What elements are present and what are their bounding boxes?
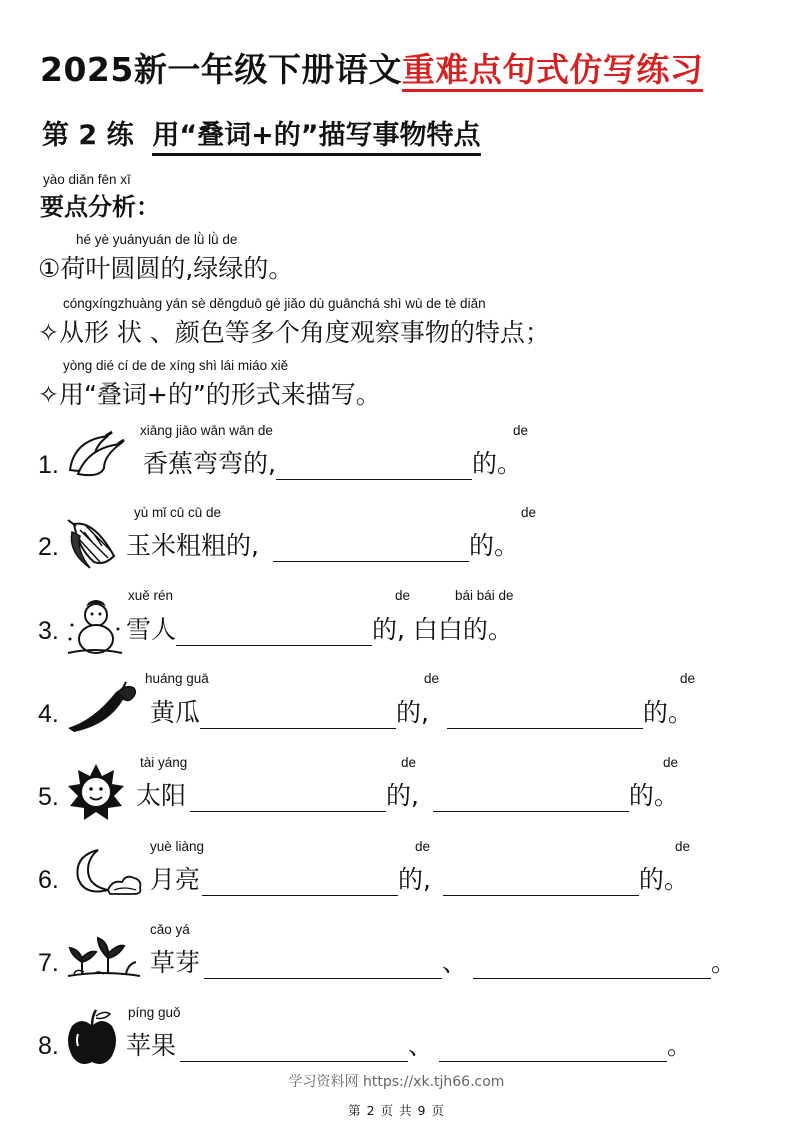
item-5-blank-1[interactable] bbox=[190, 785, 386, 812]
item-3-de-pinyin: de bbox=[395, 588, 411, 603]
item-3-pinyin: xuě rén bbox=[128, 588, 174, 603]
item-6-mid: 的, bbox=[398, 865, 431, 894]
item-5-de-pinyin2: de bbox=[663, 755, 679, 770]
item-2-number: 2. bbox=[38, 533, 59, 561]
item-7-pinyin: cǎo yá bbox=[150, 922, 190, 937]
analysis-pinyin: yào diǎn fēn xī bbox=[43, 172, 131, 187]
item-4-text: 黄瓜 bbox=[150, 698, 201, 727]
item-2-text: 玉米粗粗的, bbox=[126, 531, 259, 560]
item-8-number: 8. bbox=[38, 1032, 59, 1060]
item-3-number: 3. bbox=[38, 617, 59, 645]
item-8-blank-2[interactable] bbox=[439, 1035, 667, 1062]
item-7-blank-1[interactable] bbox=[204, 952, 442, 979]
item-6-pinyin: yuè liàng bbox=[150, 839, 205, 854]
item-5-pinyin: tài yáng bbox=[140, 755, 188, 770]
item-6-end: 的。 bbox=[638, 865, 689, 894]
example-pinyin: hé yè yuányuán de lǜ lǜ de bbox=[76, 232, 238, 247]
item-3-blank[interactable] bbox=[176, 619, 372, 646]
page-number: 第 2 页 共 9 页 bbox=[348, 1103, 445, 1118]
item-4-blank-2[interactable] bbox=[447, 702, 643, 729]
item-1-end: 的。 bbox=[471, 449, 522, 478]
item-6-blank-1[interactable] bbox=[202, 869, 398, 896]
item-3-text2: 白白的。 bbox=[412, 615, 513, 644]
item-7-sentence bbox=[150, 943, 736, 979]
item-1-number: 1. bbox=[38, 451, 59, 479]
item-1-de-pinyin: de bbox=[513, 423, 529, 438]
item-8-end: 。 bbox=[667, 1031, 693, 1060]
item-1-text: 香蕉弯弯的, bbox=[143, 449, 276, 478]
watermark: 学习资料网 https://xk.tjh66.com bbox=[288, 1074, 505, 1090]
item-6-de-pinyin: de bbox=[415, 839, 431, 854]
item-2-sentence bbox=[126, 526, 519, 562]
item-5-mid: 的, bbox=[386, 781, 419, 810]
item-8-pinyin: píng guǒ bbox=[128, 1005, 181, 1020]
item-6-de-pinyin2: de bbox=[675, 839, 691, 854]
sun-icon bbox=[64, 762, 130, 822]
item-4-blank-1[interactable] bbox=[200, 702, 396, 729]
point1-pinyin: cóngxíngzhuàng yán sè děngduō gè jiǎo dù guānchá shì wù de tè diǎn bbox=[63, 296, 486, 311]
item-2-de-pinyin: de bbox=[521, 505, 537, 520]
analysis-heading: 要点分析： bbox=[40, 193, 160, 221]
item-7-end: 。 bbox=[711, 948, 737, 977]
item-7-number: 7. bbox=[38, 949, 59, 977]
item-8-text: 苹果 bbox=[126, 1031, 177, 1060]
item-5-text: 太阳 bbox=[136, 781, 187, 810]
document-title bbox=[40, 44, 703, 91]
sprout-icon bbox=[64, 928, 144, 980]
item-6-blank-2[interactable] bbox=[443, 869, 639, 896]
item-4-mid: 的, bbox=[396, 698, 429, 727]
apple-icon bbox=[64, 1008, 122, 1070]
item-5-blank-2[interactable] bbox=[433, 785, 629, 812]
point2-pinyin: yòng dié cí de de xíng shì lái miáo xiě bbox=[63, 358, 289, 373]
item-2-end: 的。 bbox=[468, 531, 519, 560]
item-8-mid: 、 bbox=[408, 1031, 434, 1060]
item-4-end: 的。 bbox=[642, 698, 693, 727]
item-7-text: 草芽 bbox=[150, 948, 201, 977]
item-8-sentence bbox=[126, 1026, 692, 1062]
item-3-sentence bbox=[126, 610, 513, 646]
item-1-blank[interactable] bbox=[276, 453, 472, 480]
moon-icon bbox=[64, 846, 144, 898]
item-6-sentence bbox=[150, 860, 689, 896]
item-1-sentence bbox=[143, 444, 522, 480]
item-3-mid: 的, bbox=[372, 615, 405, 644]
item-5-sentence bbox=[136, 776, 679, 812]
item-6-text: 月亮 bbox=[150, 865, 201, 894]
item-7-blank-2[interactable] bbox=[473, 952, 711, 979]
banana-icon bbox=[64, 430, 126, 482]
item-3-text: 雪人 bbox=[126, 615, 177, 644]
point2-text: ✧用“叠词+的”的形式来描写。 bbox=[38, 380, 381, 409]
item-4-de-pinyin2: de bbox=[680, 671, 696, 686]
item-2-pinyin: yù mǐ cū cū de bbox=[134, 505, 222, 520]
item-2-blank[interactable] bbox=[273, 535, 469, 562]
item-8-blank-1[interactable] bbox=[180, 1035, 408, 1062]
item-4-de-pinyin: de bbox=[424, 671, 440, 686]
cucumber-icon bbox=[64, 680, 146, 732]
item-1-pinyin: xiāng jiāo wān wān de bbox=[140, 423, 273, 438]
corn-icon bbox=[64, 512, 122, 572]
lesson-topic: 用“叠词+的”描写事物特点 bbox=[152, 120, 480, 156]
title-main: 2025新一年级下册语文 bbox=[40, 50, 402, 89]
item-3-pinyin2: bái bái de bbox=[455, 588, 514, 603]
lesson-prefix: 第 2 练 bbox=[42, 120, 134, 151]
item-4-sentence bbox=[150, 693, 693, 729]
item-4-number: 4. bbox=[38, 700, 59, 728]
item-7-mid: 、 bbox=[442, 948, 468, 977]
item-5-number: 5. bbox=[38, 783, 59, 811]
item-4-pinyin: huáng guā bbox=[145, 671, 209, 686]
title-highlight: 重难点句式仿写练习 bbox=[402, 50, 704, 92]
point1-text: ✧从形 状 、颜色等多个角度观察事物的特点； bbox=[38, 318, 550, 347]
item-6-number: 6. bbox=[38, 866, 59, 894]
item-5-end: 的。 bbox=[628, 781, 679, 810]
example-sentence: ①荷叶圆圆的,绿绿的。 bbox=[38, 254, 294, 283]
item-5-de-pinyin: de bbox=[401, 755, 417, 770]
lesson-title bbox=[42, 113, 481, 152]
snowman-icon bbox=[64, 595, 124, 657]
